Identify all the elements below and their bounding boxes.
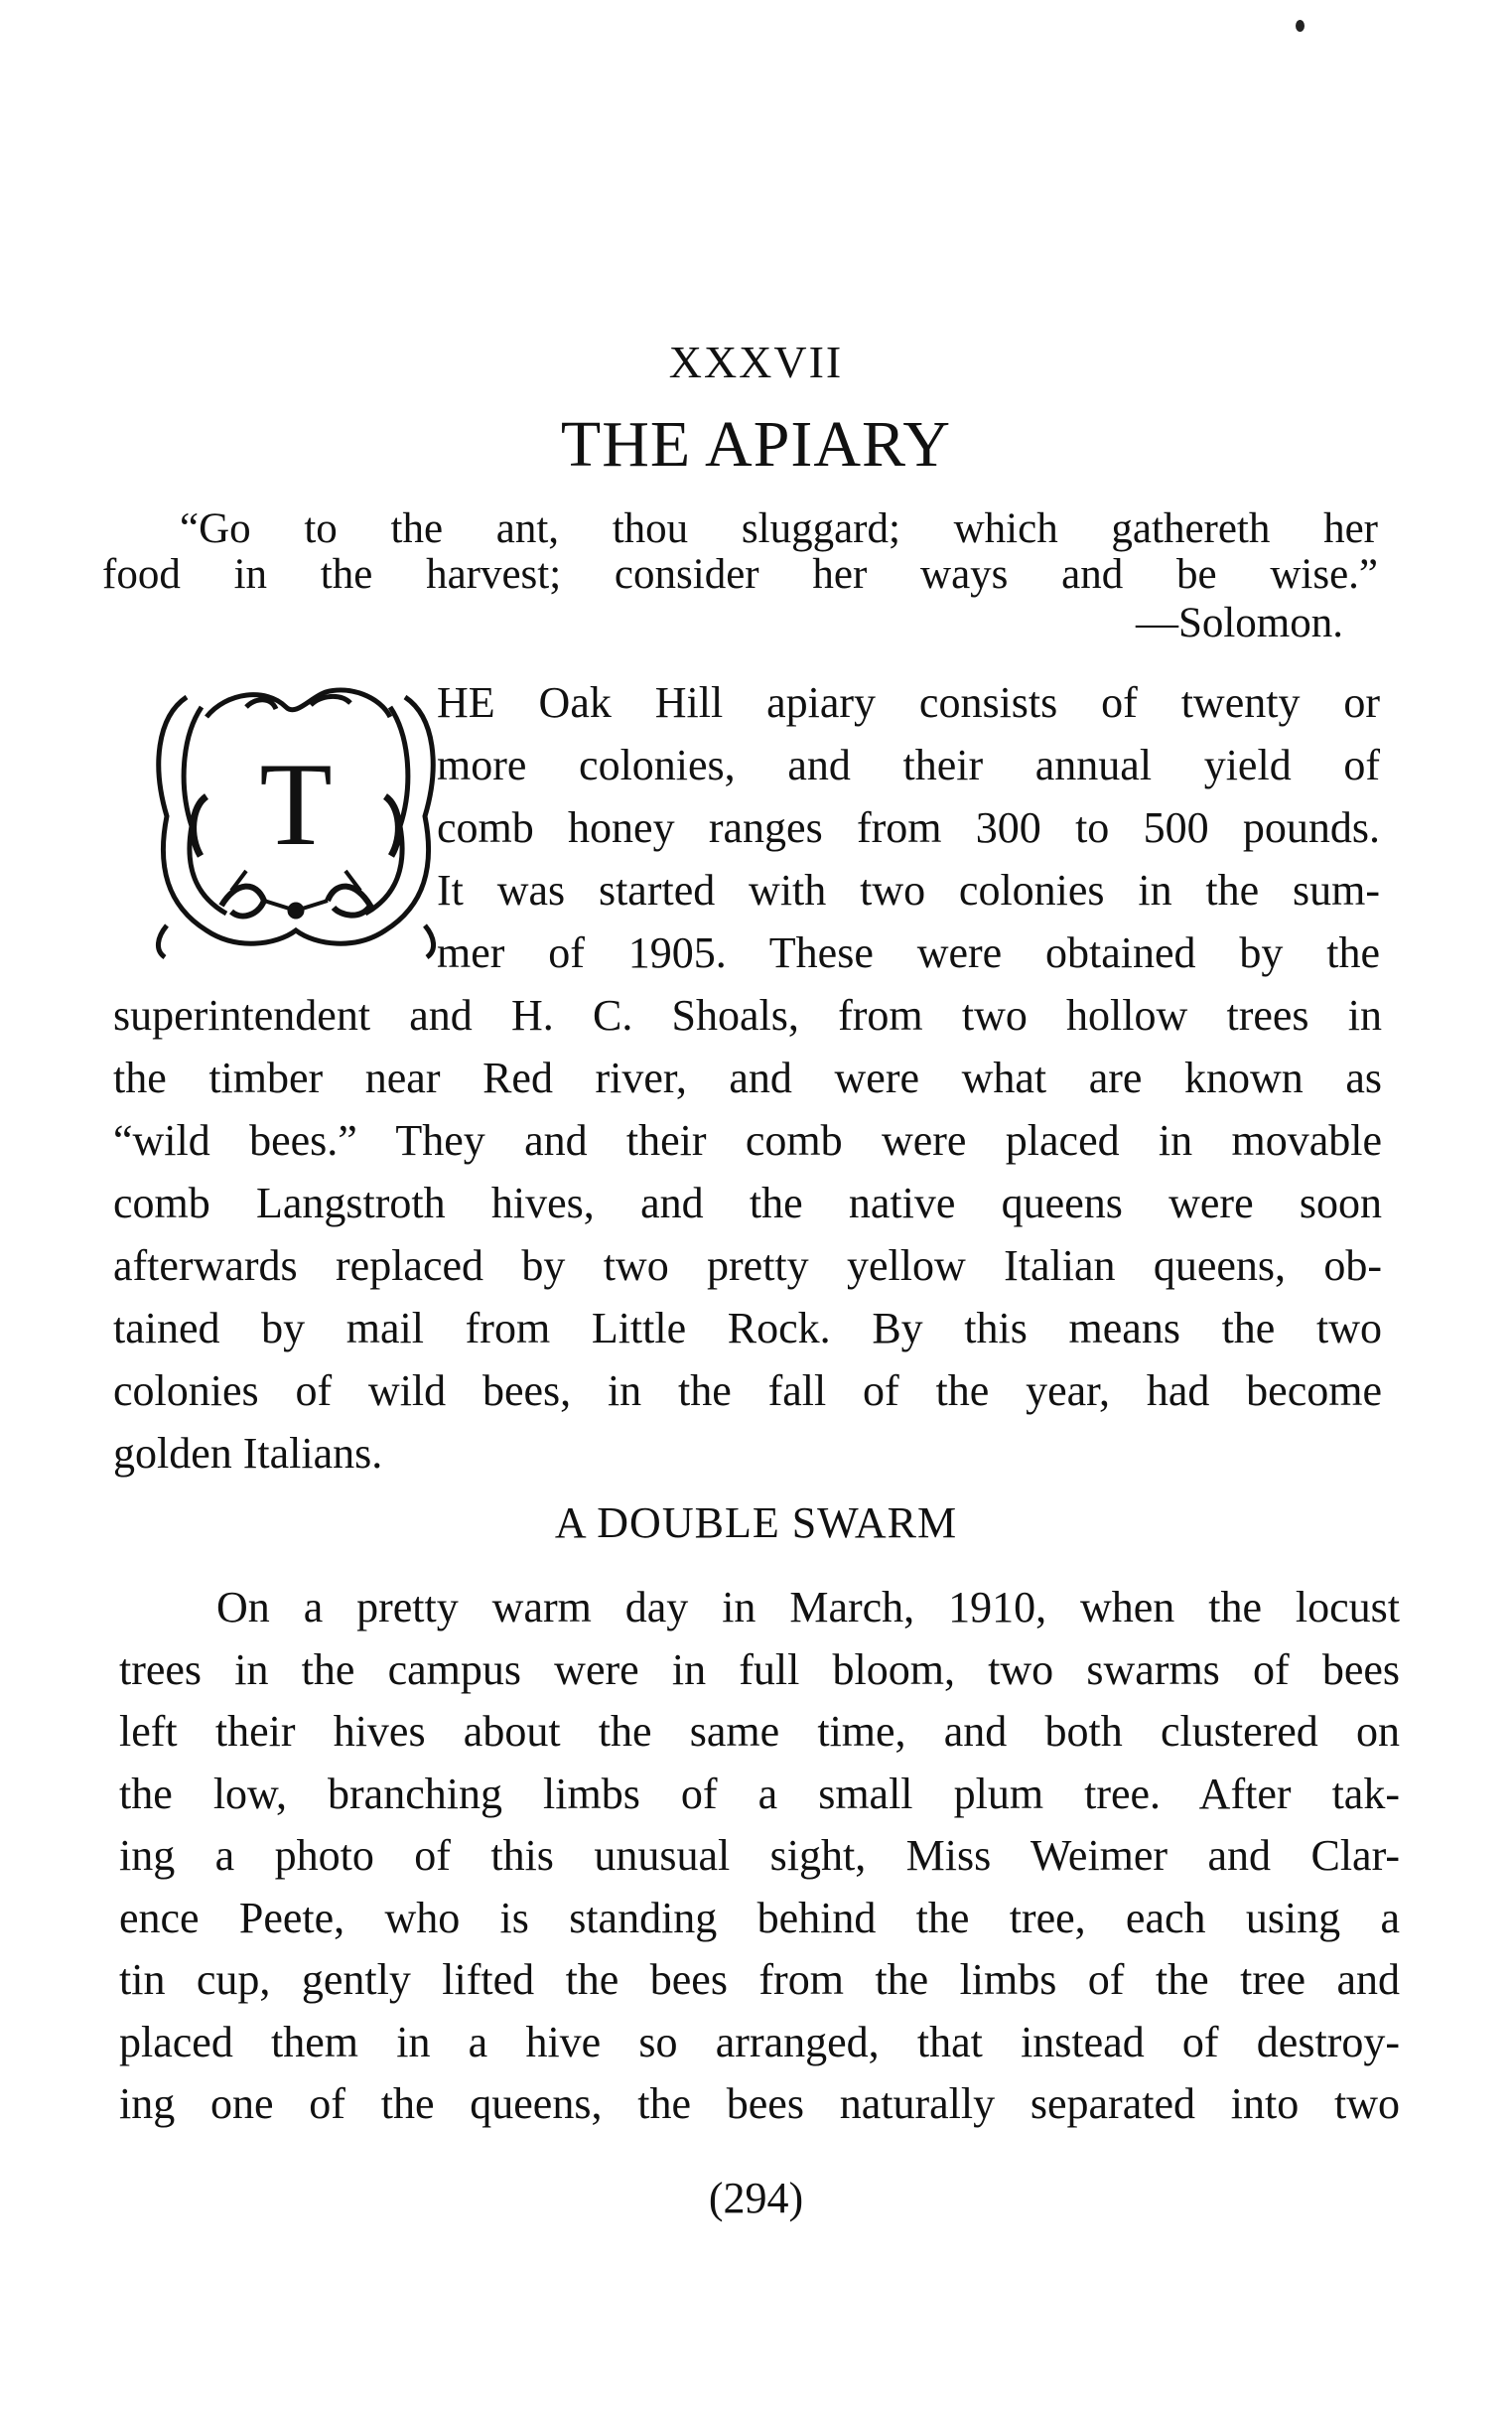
text-line: the low, branching limbs of a small plum tree. After tak- — [119, 1769, 1400, 1818]
epigraph-line: “Go to the ant, thou sluggard; which gathereth her — [180, 505, 1378, 552]
text-line: mer of 1905. These were obtained by the — [437, 928, 1380, 977]
intro-paragraph-body — [113, 984, 1382, 1485]
text-line: It was started with two colonies in the sum- — [437, 866, 1380, 915]
text-line: ence Peete, who is standing behind the tree, each using a — [119, 1893, 1400, 1942]
text-line: the timber near Red river, and were what are known as — [113, 1054, 1382, 1102]
text-line: left their hives about the same time, and both clustered on — [119, 1707, 1400, 1756]
text-line: comb Langstroth hives, and the native queens were soon — [113, 1179, 1382, 1227]
text-line: tin cup, gently lifted the bees from the limbs of the tree and — [119, 1955, 1400, 2004]
epigraph-line: food in the harvest; consider her ways and be wise.” — [102, 551, 1378, 598]
section-paragraph — [119, 1577, 1400, 2136]
text-line: “wild bees.” They and their comb were placed in movable — [113, 1116, 1382, 1165]
text-line: comb honey ranges from 300 to 500 pounds. — [437, 803, 1380, 852]
text-line: more colonies, and their annual yield of — [437, 741, 1380, 789]
text-line: HE Oak Hill apiary consists of twenty or — [437, 678, 1380, 727]
text-line: trees in the campus were in full bloom, two swarms of bees — [119, 1644, 1400, 1694]
intro-paragraph-beside-cap — [437, 671, 1380, 984]
epigraph — [102, 506, 1378, 598]
ornamental-initial-icon — [147, 677, 445, 965]
text-line: placed them in a hive so arranged, that instead of destroy- — [119, 2017, 1400, 2066]
text-line: afterwards replaced by two pretty yellow Italian queens, ob- — [113, 1241, 1382, 1290]
chapter-title: THE APIARY — [560, 408, 952, 481]
chapter-number: XXXVII — [668, 337, 844, 387]
text-line: superintendent and H. C. Shoals, from two hollow trees in — [113, 991, 1382, 1040]
svg-text:T: T — [259, 738, 333, 870]
section-heading: A DOUBLE SWARM — [554, 1498, 958, 1547]
text-line: On a pretty warm day in March, 1910, when the locust — [216, 1583, 1400, 1631]
page-number: (294) — [708, 2174, 804, 2222]
ink-speck — [1296, 20, 1305, 32]
epigraph-attribution: —Solomon. — [1135, 600, 1343, 646]
text-line: golden Italians. — [113, 1429, 383, 1478]
text-line: ing a photo of this unusual sight, Miss Weimer and Clar- — [119, 1831, 1400, 1880]
text-line: tained by mail from Little Rock. By this means the two — [113, 1304, 1382, 1352]
text-line: colonies of wild bees, in the fall of the year, had become — [113, 1366, 1382, 1415]
text-line: ing one of the queens, the bees naturally separated into two — [119, 2079, 1400, 2128]
